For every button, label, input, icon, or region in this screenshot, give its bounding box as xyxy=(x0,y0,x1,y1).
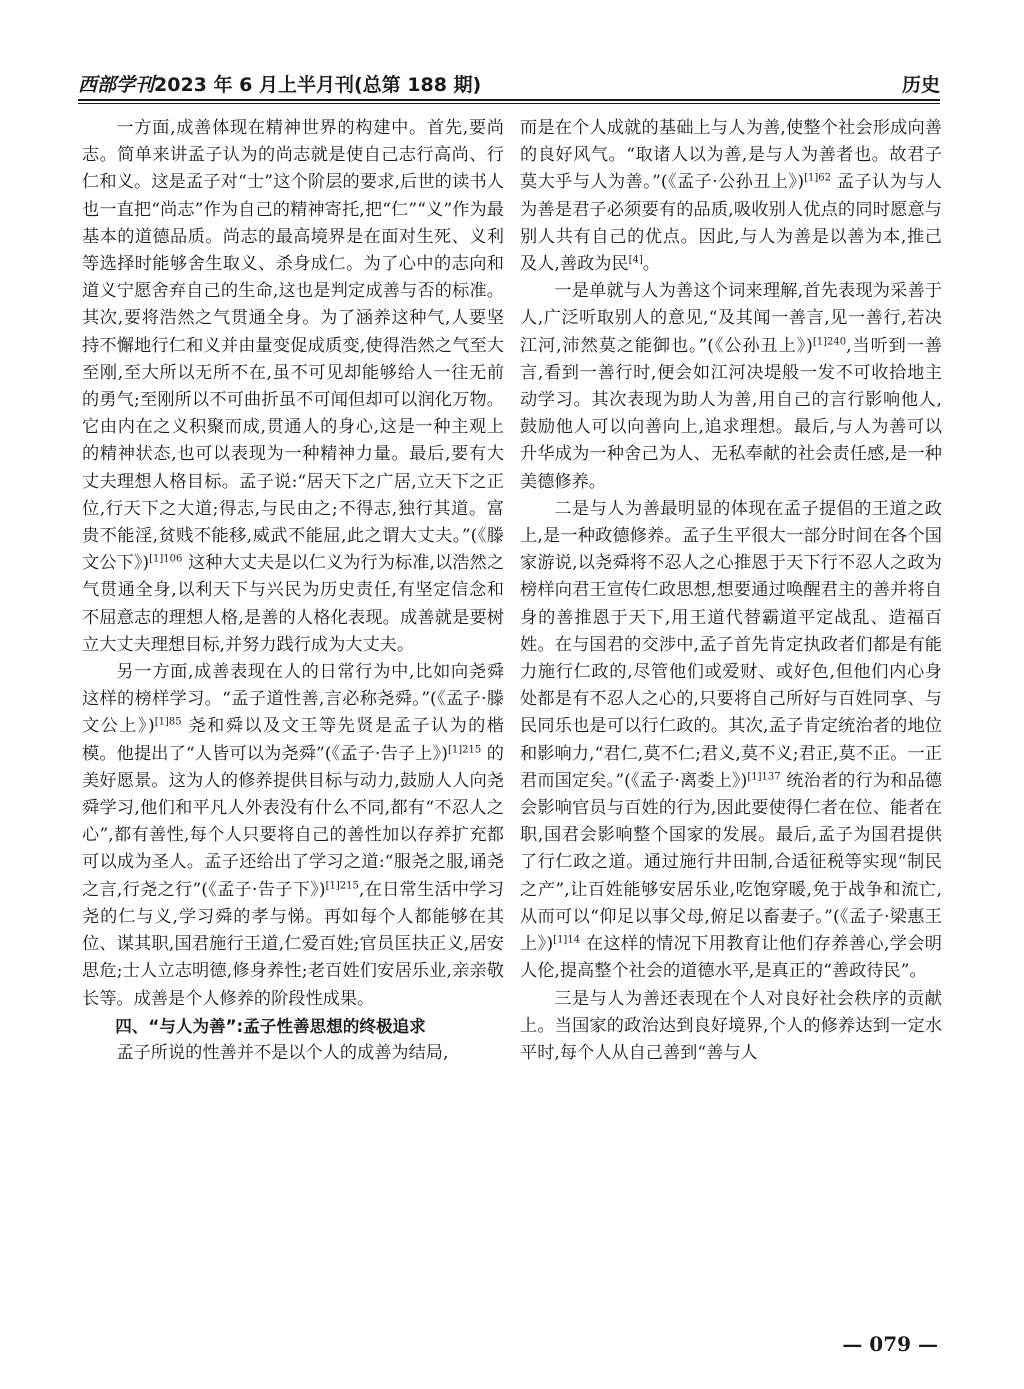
paragraph: 而是在个人成就的基础上与人为善,使整个社会形成向善的良好风气。“取诸人以为善,是与人为善者也。故君子莫大乎与人为善。”(《孟子·公孙丑上》)$^{[1]62}$ 孟子认为与人为善是君子必须要有的品质,吸收别人优点的同时愿意与别人共有自己的优点。因此,与人为善是以善为本,推己及人,善政为民[4]。 xyxy=(520,118,942,275)
citation: [1]14 xyxy=(553,934,581,946)
journal-title xyxy=(78,70,481,97)
citation: [1]62 xyxy=(804,172,831,184)
citation: [1]85 xyxy=(154,716,182,728)
citation: [1]137 xyxy=(747,771,781,783)
left-column xyxy=(82,115,504,1067)
section-name: 历史 xyxy=(901,74,940,96)
journal-issue: 2023 年 6 月上半月刊(总第 188 期) xyxy=(154,74,482,96)
right-column xyxy=(520,115,942,1067)
paragraph: 另一方面,成善表现在人的日常行为中,比如向尧舜这样的榜样学习。“孟子道性善,言必称尧舜。”(《孟子·滕文公上》)$^{[1]85}$ 尧和舜以及文王等先贤是孟子认为的楷模。他提出了“人皆可以为尧舜”(《孟子·告子上》)$^{[1]215}$ 的美好愿景。这为人的修养提供目标与动力,鼓励人人向尧舜学习,他们和平凡人外表没有什么不同,都有“不忍人之心”,都有善性,每个人只要将自己的善性加以存养扩充都可以成为圣人。孟子还给出了学习之道:“服尧之服,诵尧之言,行尧之行”(《孟子·告子下》)$^{[1]215}$,在日常生活中学习尧的仁与义,学习舜的孝与悌。再如每个人都能够在其位、谋其职,国君施行王道,仁爱百姓;官员匡扶正义,居安思危;士人立志明德,修身养性;老百姓们安居乐业,亲亲敬长等。成善是个人修养的阶段性成果。 xyxy=(82,662,504,1009)
running-header xyxy=(78,68,940,102)
paragraph: 一方面,成善体现在精神世界的构建中。首先,要尚志。简单来讲孟子认为的尚志就是使自己志行高尚、行仁和义。这是孟子对“士”这个阶层的要求,后世的读书人也一直把“尚志”作为自己的精神寄托,把“仁”“义”作为最基本的道德品质。尚志的最高境界是在面对生死、义利等选择时能够舍生取义、杀身成仁。为了心中的志向和道义宁愿舍弃自己的生命,这也是判定成善与否的标准。其次,要将浩然之气贯通全身。为了涵养这种气,人要坚持不懈地行仁和义并由量变促成质变,使得浩然之气至大至刚,至大所以无所不在,虽不可见却能够给人一往无前的勇气;至刚所以不可曲折虽不可闻但却可以润化万物。它由内在之义积聚而成,贯通人的身心,这是一种主观上的精神状态,也可以表现为一种精神力量。最后,要有大丈夫理想人格目标。孟子说:“居天下之广居,立天下之正位,行天下之大道;得志,与民由之;不得志,独行其道。富贵不能淫,贫贱不能移,威武不能屈,此之谓大丈夫。”(《滕文公下》)$^{[1]106}$ 这种大丈夫是以仁义为行为标准,以浩然之气贯通全身,以利天下与兴民为历史责任,有坚定信念和不屈意志的理想人格,是善的人格化表现。成善就是要树立大丈夫理想目标,并努力践行成为大丈夫。 xyxy=(82,118,505,655)
citation: [1]215 xyxy=(325,879,359,891)
citation: [1]215 xyxy=(447,743,482,755)
section-heading: 四、“与人为善”:孟子性善思想的终极追求 xyxy=(115,1016,426,1036)
paragraph: 孟子所说的性善并不是以个人的成善为结局, xyxy=(116,1042,449,1063)
header-rule-thick xyxy=(78,99,940,101)
citation: [4] xyxy=(628,254,643,266)
paragraph: 一是单就与人为善这个词来理解,首先表现为采善于人,广泛听取别人的意见,“及其闻一善言,见一善行,若决江河,沛然莫之能御也。”(《公孙丑上》)$^{[1]240}$,当听到一善言,看到一善行时,便会如江河决堤般一发不可收拾地主动学习。其次表现为助人为善,用自己的言行影响他人,鼓励他人可以向善向上,追求理想。最后,与人为善可以升华成为一种舍己为人、无私奉献的社会责任感,是一种美德修养。 xyxy=(520,281,942,492)
header-rule-thin xyxy=(78,103,940,104)
paragraph: 二是与人为善最明显的体现在孟子提倡的王道之政上,是一种政德修养。孟子生平很大一部分时间在各个国家游说,以尧舜将不忍人之心推恩于天下行不忍人之政为榜样向君王宣传仁政思想,想要通过唤醒君主的善并将自身的善推恩于天下,用王道代替霸道平定战乱、造福百姓。在与国君的交涉中,孟子首先肯定执政者们都是有能力施行仁政的,尽管他们或爱财、或好色,但他们内心身处都是有不忍人之心的,只要将自己所好与百姓同享、与民同乐也是可以行仁政的。其次,孟子肯定统治者的地位和影响力,“君仁,莫不仁;君义,莫不义;君正,莫不正。一正君而国定矣。”(《孟子·离娄上》)$^{[1]137}$ 统治者的行为和品德会影响官员与百姓的行为,因此要使得仁者在位、能者在职,国君会影响整个国家的发展。最后,孟子为国君提供了行仁政之道。通过施行井田制,合适征税等实现“制民之产”,让百姓能够安居乐业,吃饱穿暖,免于战争和流亡,从而可以“仰足以事父母,俯足以畜妻子。”(《孟子·梁惠王上》)$^{[1]14}$ 在这样的情况下用教育让他们存养善心,学会明人伦,提高整个社会的道德水平,是真正的“善政待民”。 xyxy=(520,498,942,982)
citation: [1]106 xyxy=(149,553,183,565)
citation: [1]240 xyxy=(812,335,847,347)
paragraph: 三是与人为善还表现在个人对良好社会秩序的贡献上。当国家的政治达到良好境界,个人的修养达到一定水平时,每个人从自己善到“善与人 xyxy=(520,988,942,1063)
journal-logo: 西部学刊 xyxy=(78,74,155,96)
page-number: — 079 — xyxy=(842,1332,938,1356)
